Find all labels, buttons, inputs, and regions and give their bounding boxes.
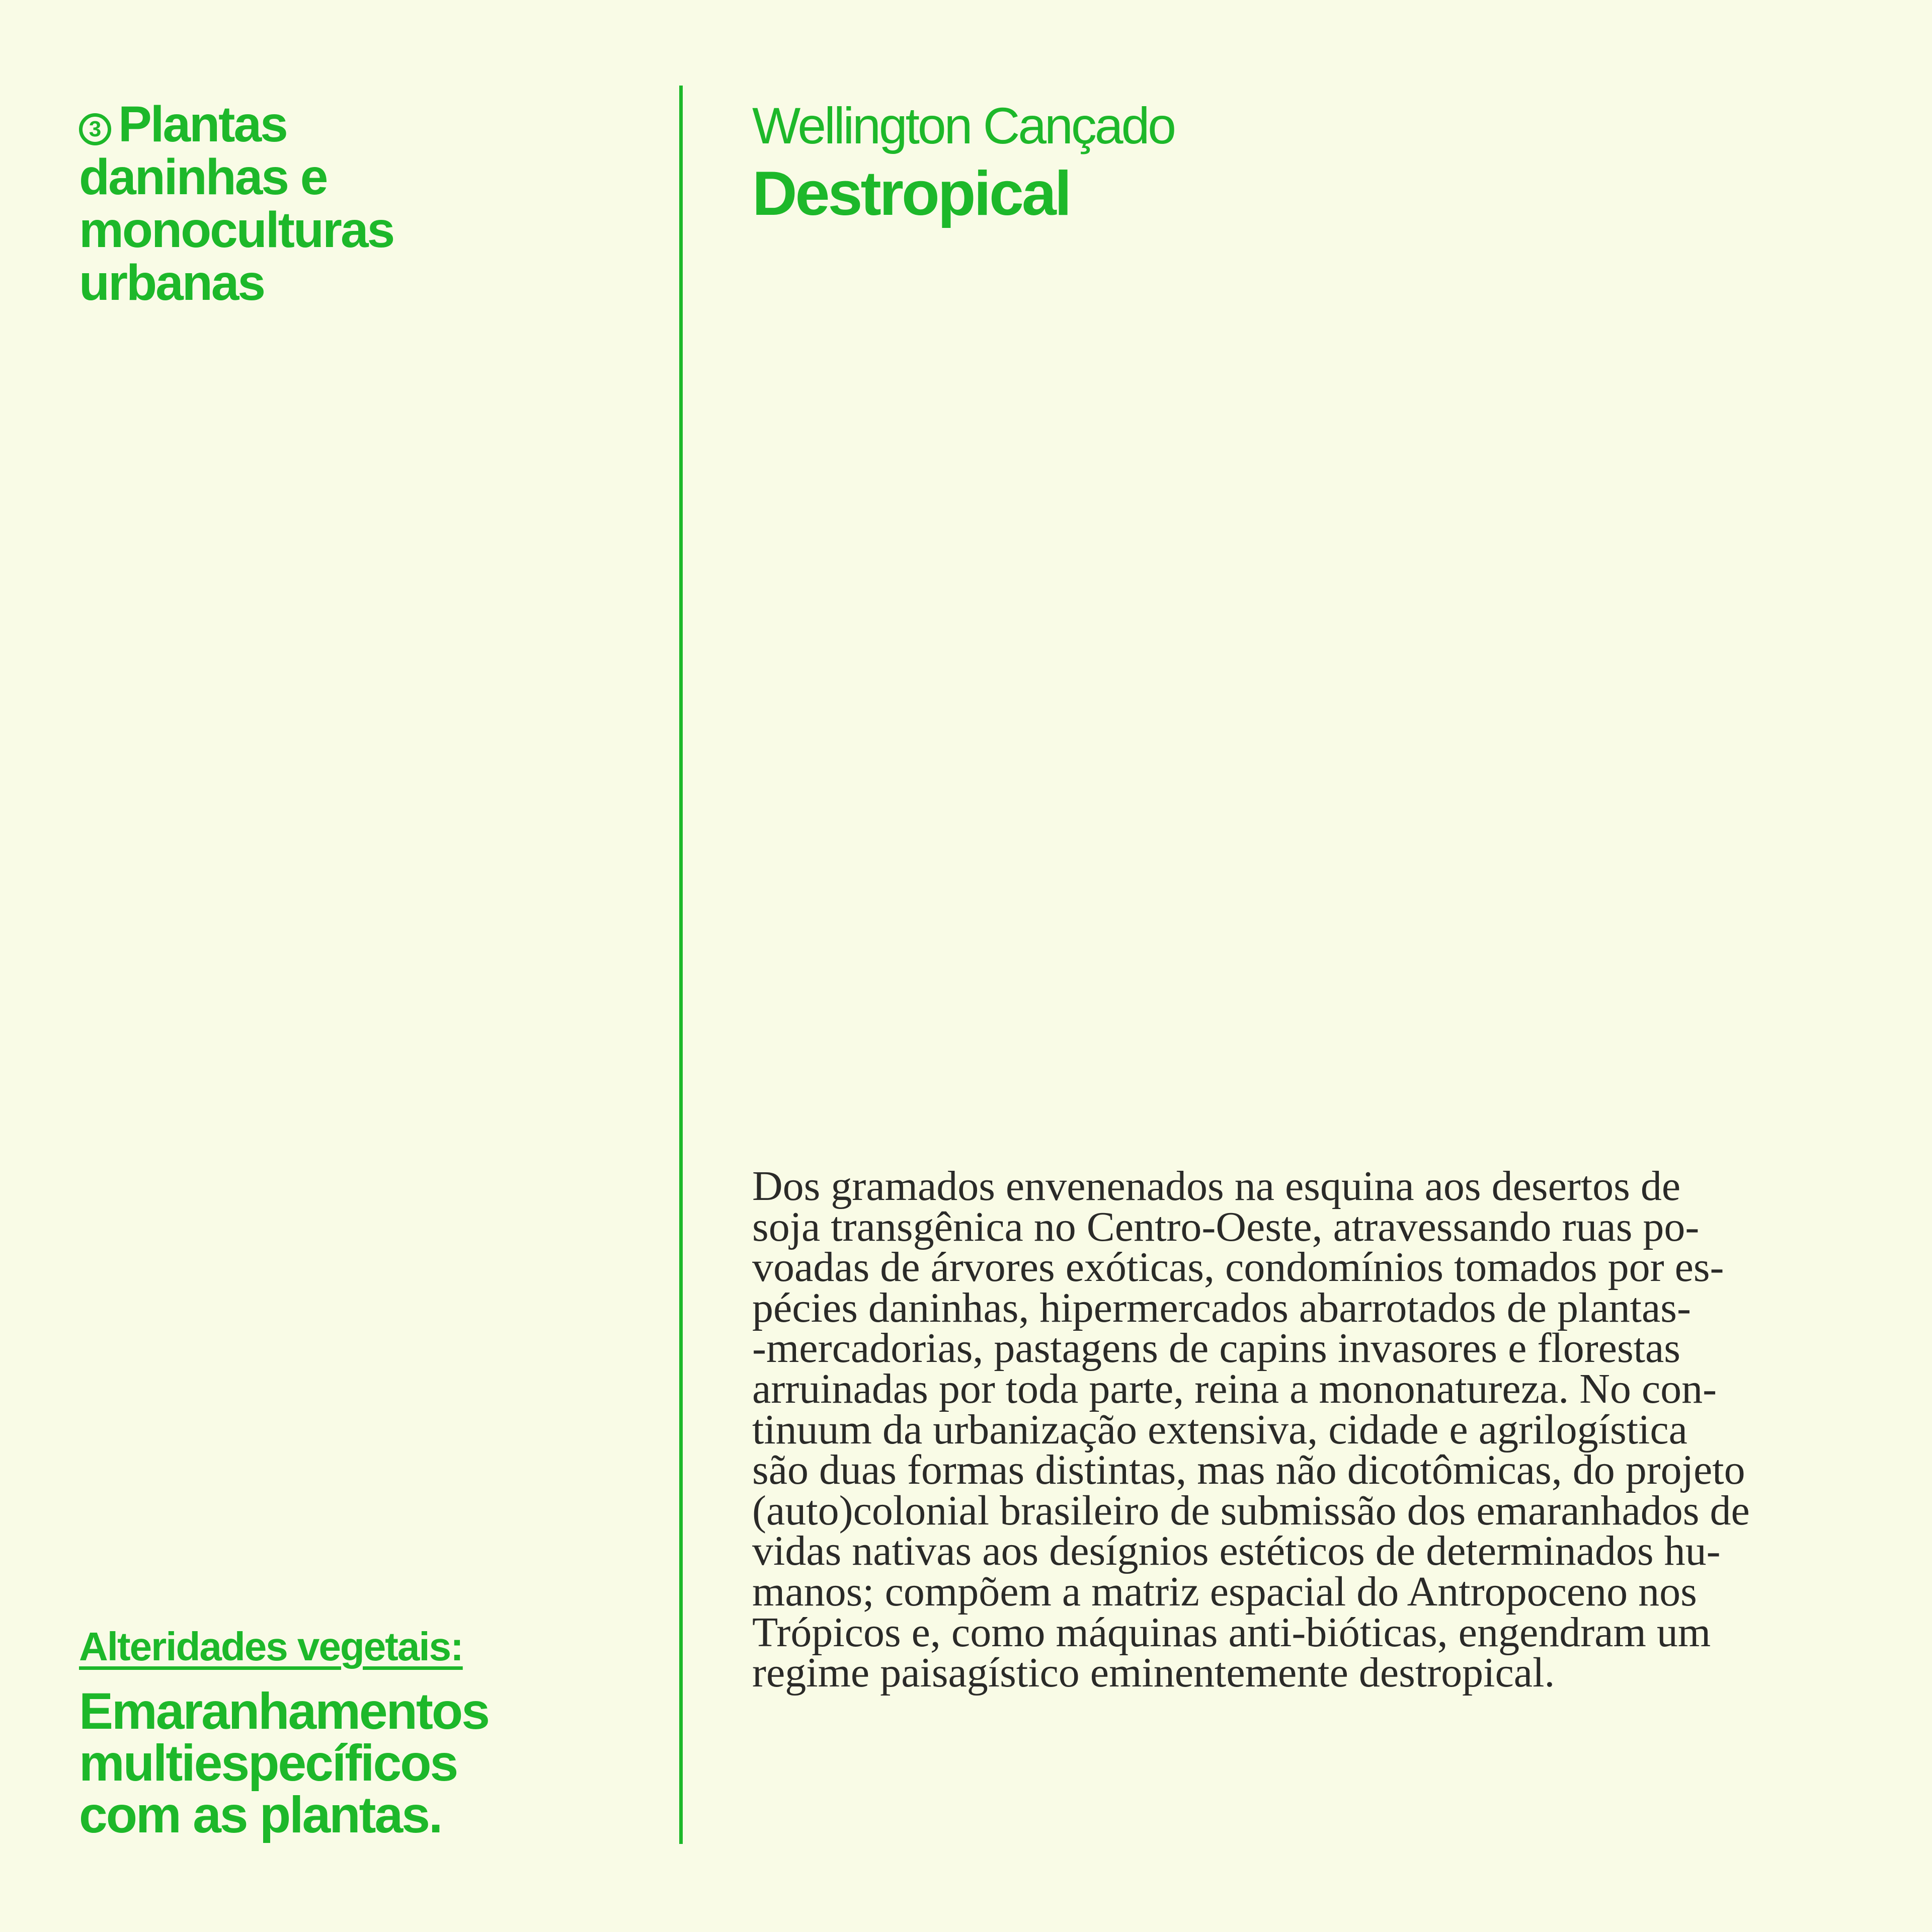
- article-title: Destropical: [752, 159, 1070, 228]
- series-title: Emaranhamentos multiespecíficos com as plantas.: [79, 1682, 489, 1843]
- section-heading: [79, 98, 632, 309]
- section-header: [79, 98, 632, 309]
- column-divider: [679, 86, 683, 1844]
- series-block: [79, 1623, 658, 1841]
- series-label: Alteridades vegetais:: [79, 1624, 463, 1669]
- section-heading-text: Plantas daninhas e monoculturas urbanas: [79, 96, 394, 311]
- article-author: Wellington Cançado: [752, 97, 1175, 154]
- section-number-badge: 3: [79, 113, 111, 145]
- article-body: Dos gramados envenenados na esquina aos desertos de soja transgênica no Centro-Oeste, atravessando ruas po- voadas de árvores exóticas, condomínios tomados por es- pécies daninhas, hipermercados abarrotados de plantas- -mercadorias, pastagens de capins invasores e florestas arruinadas por toda parte, reina a mononatureza. No con- tinuum da urbanização extensiva, cidade e agrilogística são duas formas distintas, mas não dicotômicas, do projeto (auto)colonial brasileiro de submissão dos emaranhados de vidas nativas aos desígnios estéticos de determinados hu- manos; compõem a matriz espacial do Antropoceno nos Trópicos e, como máquinas anti-bióticas, engendram um regime paisagístico eminentemente destropical.: [752, 1163, 1750, 1697]
- article-header: [752, 98, 1884, 229]
